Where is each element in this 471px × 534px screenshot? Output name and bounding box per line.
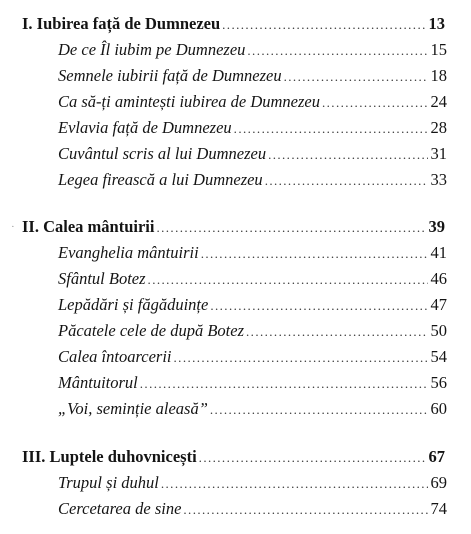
toc-entry-page: 28 — [430, 118, 447, 137]
toc-entry-page: 74 — [430, 499, 447, 518]
toc-entry-title: Calea întoarcerii — [58, 347, 172, 366]
toc-entry — [58, 347, 447, 367]
dot-leader — [161, 474, 428, 494]
toc-chapter-3 — [22, 447, 445, 467]
toc-chapter-2 — [22, 217, 445, 237]
toc-chapter-page: 67 — [428, 447, 445, 466]
toc-entry-title: Evanghelia mântuirii — [58, 243, 199, 262]
toc-chapter-page: 39 — [428, 217, 445, 236]
toc-entry-title: Mântuitorul — [58, 373, 138, 392]
toc-entry-title: Sfântul Botez — [58, 269, 146, 288]
toc-entry-title: Păcatele cele de după Botez — [58, 321, 245, 340]
dot-leader — [265, 171, 428, 191]
dot-leader — [246, 322, 427, 342]
toc-chapter-title: I. Iubirea față de Dumnezeu — [22, 14, 221, 33]
toc-entry-title: Lepădări și făgăduințe — [58, 295, 209, 314]
dot-leader — [156, 218, 425, 238]
toc-entry-page: 41 — [430, 243, 447, 262]
dot-leader — [183, 500, 427, 520]
toc-entry-title: Semnele iubirii față de Dumnezeu — [58, 66, 282, 85]
toc-entry-title: „Voi, seminție aleasă” — [58, 399, 208, 418]
margin-mark: · — [11, 221, 15, 233]
dot-leader — [210, 296, 427, 316]
toc-entry — [58, 399, 447, 419]
toc-entry — [58, 66, 447, 86]
toc-entry — [58, 118, 447, 138]
toc-entry-page: 31 — [430, 144, 447, 163]
toc-entry — [58, 92, 447, 112]
toc-entry-title: Trupul și duhul — [58, 473, 159, 492]
dot-leader — [222, 15, 425, 35]
toc-entry-page: 60 — [430, 399, 447, 418]
toc-entry — [58, 321, 447, 341]
toc-entry-page: 47 — [430, 295, 447, 314]
toc-entry-page: 46 — [430, 269, 447, 288]
dot-leader — [234, 119, 428, 139]
toc-entry-page: 15 — [430, 40, 447, 59]
dot-leader — [199, 448, 426, 468]
toc-entry-title: Ca să-ți amintești iubirea de Dumnezeu — [58, 92, 320, 111]
dot-leader — [322, 93, 428, 113]
toc-chapter-title: III. Luptele duhovnicești — [22, 447, 197, 466]
toc-entry-page: 24 — [430, 92, 447, 111]
toc-entry — [58, 144, 447, 164]
toc-entry-page: 18 — [430, 66, 447, 85]
toc-entry — [58, 295, 447, 315]
toc-entry — [58, 499, 447, 519]
toc-entry-page: 33 — [430, 170, 447, 189]
dot-leader — [284, 67, 428, 87]
toc-entry — [58, 373, 447, 393]
toc-chapter-title: II. Calea mântuirii — [22, 217, 155, 236]
toc-entry — [58, 473, 447, 493]
toc-entry-title: Cuvântul scris al lui Dumnezeu — [58, 144, 267, 163]
toc-entry-title: De ce Îl iubim pe Dumnezeu — [58, 40, 246, 59]
toc-entry-title: Cercetarea de sine — [58, 499, 182, 518]
toc-entry-page: 69 — [430, 473, 447, 492]
toc-entry-page: 56 — [430, 373, 447, 392]
toc-entry-title: Legea firească a lui Dumnezeu — [58, 170, 263, 189]
dot-leader — [210, 400, 428, 420]
dot-leader — [140, 374, 428, 394]
toc-chapter-page: 13 — [428, 14, 445, 33]
toc-entry-page: 50 — [430, 321, 447, 340]
toc-chapter-1 — [22, 14, 445, 34]
dot-leader — [174, 348, 428, 368]
dot-leader — [247, 41, 427, 61]
toc-entry — [58, 243, 447, 263]
dot-leader — [148, 270, 428, 290]
dot-leader — [268, 145, 427, 165]
toc-entry-title: Evlavia față de Dumnezeu — [58, 118, 232, 137]
dot-leader — [201, 244, 428, 264]
toc-entry — [58, 40, 447, 60]
toc-entry — [58, 269, 447, 289]
toc-entry — [58, 170, 447, 190]
toc-entry-page: 54 — [430, 347, 447, 366]
